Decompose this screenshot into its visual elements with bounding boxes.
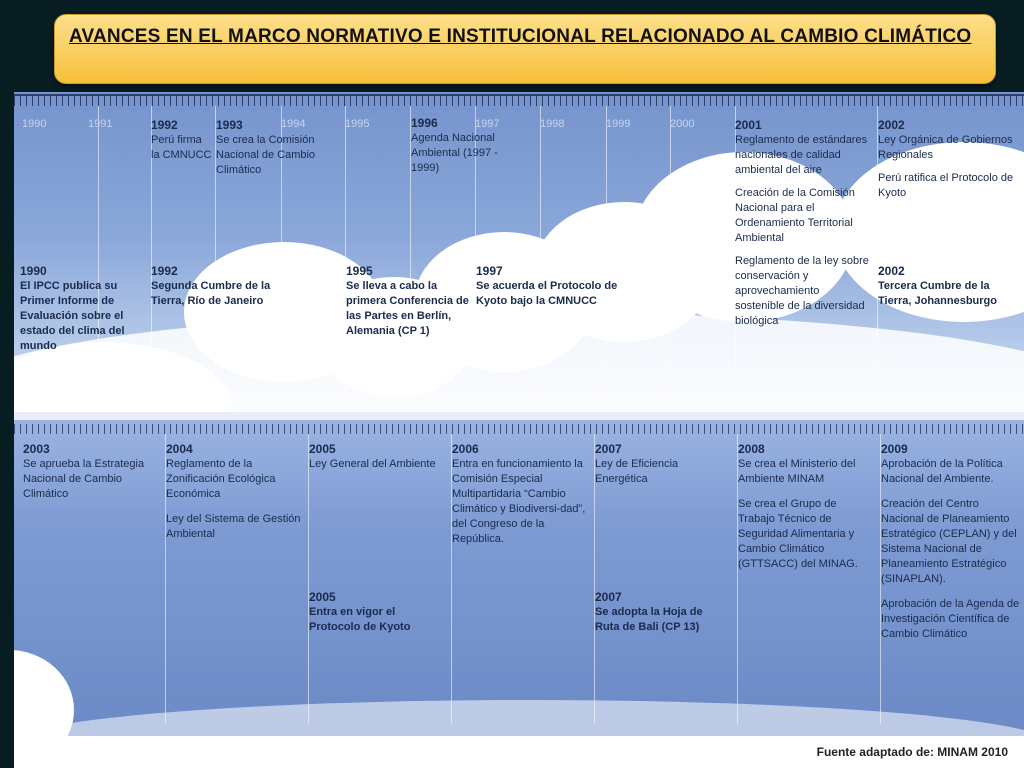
timeline-event — [878, 118, 1018, 201]
event-text: Creación de la Comisión Nacional para el Ordenamiento Territorial Ambiental — [735, 187, 855, 244]
timeline-event — [595, 442, 730, 487]
event-year: 2005 — [309, 442, 336, 456]
timeline-panel-bottom — [14, 420, 1024, 736]
timeline-event — [309, 442, 447, 472]
timeline-event — [878, 264, 1018, 309]
event-year: 2006 — [452, 442, 479, 456]
event-year: 1990 — [20, 264, 47, 278]
event-text: Se aprueba la Estrategia Nacional de Cambio Climático — [23, 458, 145, 500]
event-text: Aprobación de la Política Nacional del Ambiente. — [881, 458, 1003, 485]
ruler-year-label: 1990 — [22, 118, 47, 130]
timeline-event — [151, 118, 213, 163]
source-note: Fuente adaptado de: MINAM 2010 — [816, 745, 1008, 759]
event-year: 1996 — [411, 116, 438, 130]
event-year: 2007 — [595, 590, 622, 604]
ruler-year-label: 1999 — [606, 118, 631, 130]
event-text: Ley General del Ambiente — [309, 458, 436, 470]
panel-divider — [14, 412, 1024, 420]
event-text: Se crea el Ministerio del Ambiente MINAM — [738, 458, 856, 485]
event-text: Entra en funcionamiento la Comisión Especial Multipartidaria “Cambio Climático y Biodiversi-dad”, del Congreso de la República. — [452, 458, 586, 545]
event-year: 2009 — [881, 442, 908, 456]
event-year: 2001 — [735, 118, 762, 132]
timeline-event — [151, 264, 276, 309]
event-year: 2005 — [309, 590, 336, 604]
cloud-band — [14, 312, 1024, 412]
event-year: 2007 — [595, 442, 622, 456]
ruler-year-label: 1998 — [540, 118, 565, 130]
timeline-event — [595, 590, 730, 635]
event-year: 2003 — [23, 442, 50, 456]
event-text: Agenda Nacional Ambiental (1997 - 1999) — [411, 132, 498, 174]
page-title: AVANCES EN EL MARCO NORMATIVO E INSTITUCIONAL RELACIONADO AL CAMBIO CLIMÁTICO — [69, 26, 972, 47]
event-text: Se acuerda el Protocolo de Kyoto bajo la CMNUCC — [476, 280, 618, 307]
year-line — [98, 106, 99, 406]
timeline-event — [346, 264, 471, 339]
event-text: Segunda Cumbre de la Tierra, Río de Janeiro — [151, 280, 271, 307]
event-text: Se crea la Comisión Nacional de Cambio Climático — [216, 134, 316, 176]
year-line — [540, 106, 541, 406]
event-text: Reglamento de la ley sobre conservación y aprovechamiento sostenible de la diversidad biológica — [735, 255, 869, 327]
title-banner — [54, 14, 996, 84]
event-text: Aprobación de la Agenda de Investigación Científica de Cambio Climático — [881, 598, 1020, 640]
timeline-event — [735, 118, 870, 329]
timeline-event — [881, 442, 1021, 642]
event-year: 2008 — [738, 442, 765, 456]
year-line — [308, 434, 309, 724]
timeline-ruler — [14, 424, 1024, 434]
event-text: Ley de Eficiencia Energética — [595, 458, 679, 485]
event-year: 2002 — [878, 118, 905, 132]
event-year: 1995 — [346, 264, 373, 278]
timeline-event — [216, 118, 321, 178]
event-text: Perú ratifica el Protocolo de Kyoto — [878, 172, 1014, 199]
ruler-year-label: 1994 — [281, 118, 306, 130]
year-line — [670, 106, 671, 406]
event-text: Reglamento de estándares nacionales de calidad ambiental del aire — [735, 134, 868, 176]
timeline-event — [166, 442, 301, 542]
event-text: Perú firma la CMNUCC — [151, 134, 212, 161]
event-text: Se adopta la Hoja de Ruta de Bali (CP 13) — [595, 606, 703, 633]
year-line — [606, 106, 607, 406]
event-text: El IPCC publica su Primer Informe de Evaluación sobre el estado del clima del mundo — [20, 280, 125, 352]
timeline-event — [309, 590, 439, 635]
event-year: 1993 — [216, 118, 243, 132]
timeline-event — [23, 442, 158, 502]
event-text: Entra en vigor el Protocolo de Kyoto — [309, 606, 411, 633]
event-year: 1992 — [151, 118, 178, 132]
timeline-event — [476, 264, 626, 309]
event-year: 2004 — [166, 442, 193, 456]
ruler-year-label: 1991 — [88, 118, 113, 130]
ruler-year-label: 1997 — [475, 118, 500, 130]
timeline-panel-top — [14, 92, 1024, 412]
event-text: Creación del Centro Nacional de Planeamiento Estratégico (CEPLAN) y del Sistema Nacional de Planeamiento Estratégico (SINAPLAN). — [881, 498, 1017, 585]
timeline-event — [452, 442, 588, 547]
event-text: Tercera Cumbre de la Tierra, Johannesburgo — [878, 280, 997, 307]
event-year: 1992 — [151, 264, 178, 278]
event-text: Ley Orgánica de Gobiernos Regionales — [878, 134, 1013, 161]
timeline-event — [738, 442, 874, 572]
event-text: Ley del Sistema de Gestión Ambiental — [166, 513, 301, 540]
left-frame — [0, 0, 14, 768]
timeline-event — [411, 116, 511, 176]
event-text: Se crea el Grupo de Trabajo Técnico de Seguridad Alimentaria y Cambio Climático (GTTSACC) del MINAG. — [738, 498, 858, 570]
timeline-ruler-line — [14, 94, 1024, 96]
ruler-year-label: 1995 — [345, 118, 370, 130]
event-year: 1997 — [476, 264, 503, 278]
event-text: Se lleva a cabo la primera Conferencia de las Partes en Berlín, Alemania (CP 1) — [346, 280, 469, 337]
event-text: Reglamento de la Zonificación Ecológica Económica — [166, 458, 276, 500]
event-year: 2002 — [878, 264, 905, 278]
timeline-event — [20, 264, 135, 354]
ruler-year-label: 2000 — [670, 118, 695, 130]
year-line — [345, 106, 346, 406]
